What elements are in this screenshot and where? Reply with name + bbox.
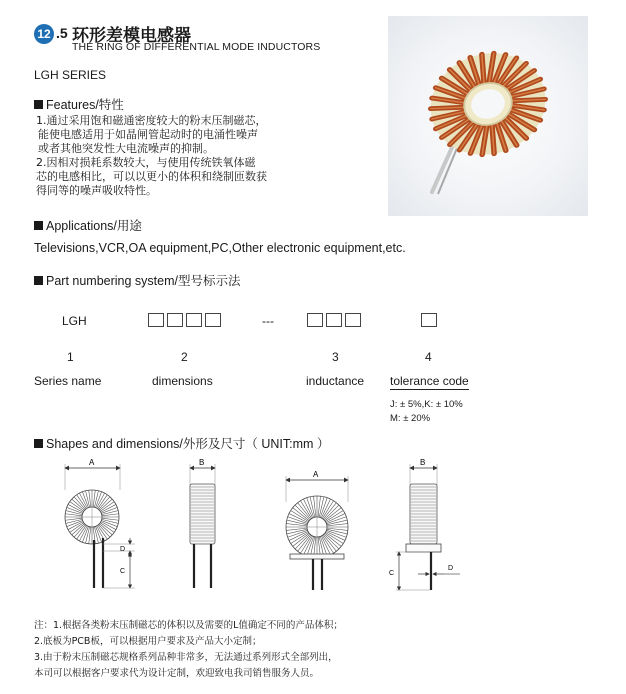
part-number-1: 1 (67, 350, 74, 364)
tolerance-line: J: ± 5%,K: ± 10% (390, 399, 463, 410)
part-numbering-heading (34, 271, 241, 289)
dim-label-b: B (199, 458, 205, 467)
dim-label-c: C (120, 568, 126, 575)
part-name-inductance: inductance (306, 374, 365, 388)
bullet-square-icon (34, 100, 43, 109)
dim-label-d: D (448, 565, 454, 572)
features-heading (34, 95, 124, 113)
part-prefix: LGH (62, 314, 87, 328)
product-photo (388, 16, 588, 216)
page-title-cn: 环形差模电感器 (72, 26, 191, 46)
section-number-badge: 12 (34, 24, 54, 44)
feature-line: 1.通过采用饱和磁通密度较大的粉末压制磁芯， (36, 114, 267, 127)
applications-text: Televisions,VCR,OA equipment,PC,Other electronic equipment,etc. (34, 241, 406, 255)
tolerance-line: M: ± 20% (390, 413, 431, 424)
part-number-2: 2 (181, 350, 188, 364)
feature-line: 得同等的噪声吸收特性。 (36, 184, 157, 197)
toroid-photo-image (388, 16, 588, 216)
feature-line: 芯的电感相比，可以以更小的体积和绕制匝数获 (36, 170, 267, 183)
part-name-series: Series name (34, 374, 102, 388)
toroid-side-view-1 (190, 458, 215, 588)
bullet-square-icon (34, 221, 43, 230)
note-line: 2.底板为PCB板，可以根据用户要求及产品大小定制； (34, 636, 262, 647)
part-number-4: 4 (425, 350, 432, 364)
part-name-dimensions: dimensions (152, 374, 213, 388)
part-numbering-heading-label: Part numbering system/型号标示法 (46, 274, 241, 288)
toroid-side-view-2 (389, 458, 460, 590)
part-separator: --- (262, 314, 274, 328)
dim-label-a: A (313, 470, 319, 479)
series-name: LGH SERIES (34, 68, 107, 82)
bullet-square-icon (34, 276, 43, 285)
part-number-3: 3 (332, 350, 339, 364)
page-title-en: THE RING OF DIFFERENTIAL MODE INDUCTORS (72, 41, 321, 53)
tolerance-code-box (421, 313, 440, 332)
shapes-heading-label: Shapes and dimensions/外形及尺寸（ UNIT:mm ） (46, 437, 330, 451)
toroid-top-view-1 (65, 458, 135, 588)
feature-line: 2.因相对损耗系数较大，与使用传统铁氧体磁 (36, 156, 256, 169)
dim-label-a: A (89, 458, 95, 467)
dimension-drawings (0, 450, 626, 610)
applications-heading-label: Applications/用途 (46, 219, 142, 233)
feature-line: 或者其他突发性大电流噪声的抑制。 (38, 142, 214, 155)
section-number-suffix: .5 (56, 25, 68, 41)
dim-label-b: B (420, 458, 426, 467)
part-name-tolerance: tolerance code (390, 374, 469, 388)
feature-line: 能使电感适用于如晶闸管起动时的电涌性噪声 (38, 128, 258, 141)
dim-label-c: C (389, 570, 395, 577)
dimension-code-boxes (148, 313, 224, 332)
features-text (36, 114, 267, 198)
inductance-code-boxes (307, 313, 364, 332)
bullet-square-icon (34, 439, 43, 448)
dim-label-d: D (120, 546, 126, 553)
note-line: 本司可以根据客户要求代为设计定制，欢迎致电我司销售服务人员。 (34, 668, 320, 679)
note-line: 3.由于粉末压制磁芯规格系列品种非常多，无法通过系列形式全部列出， (34, 652, 338, 663)
features-heading-label: Features/特性 (46, 98, 124, 112)
applications-heading (34, 216, 142, 234)
note-line: 注：1.根据各类粉末压制磁芯的体积以及需要的L值确定不同的产品体积； (34, 620, 343, 631)
toroid-top-view-2 (286, 470, 348, 590)
